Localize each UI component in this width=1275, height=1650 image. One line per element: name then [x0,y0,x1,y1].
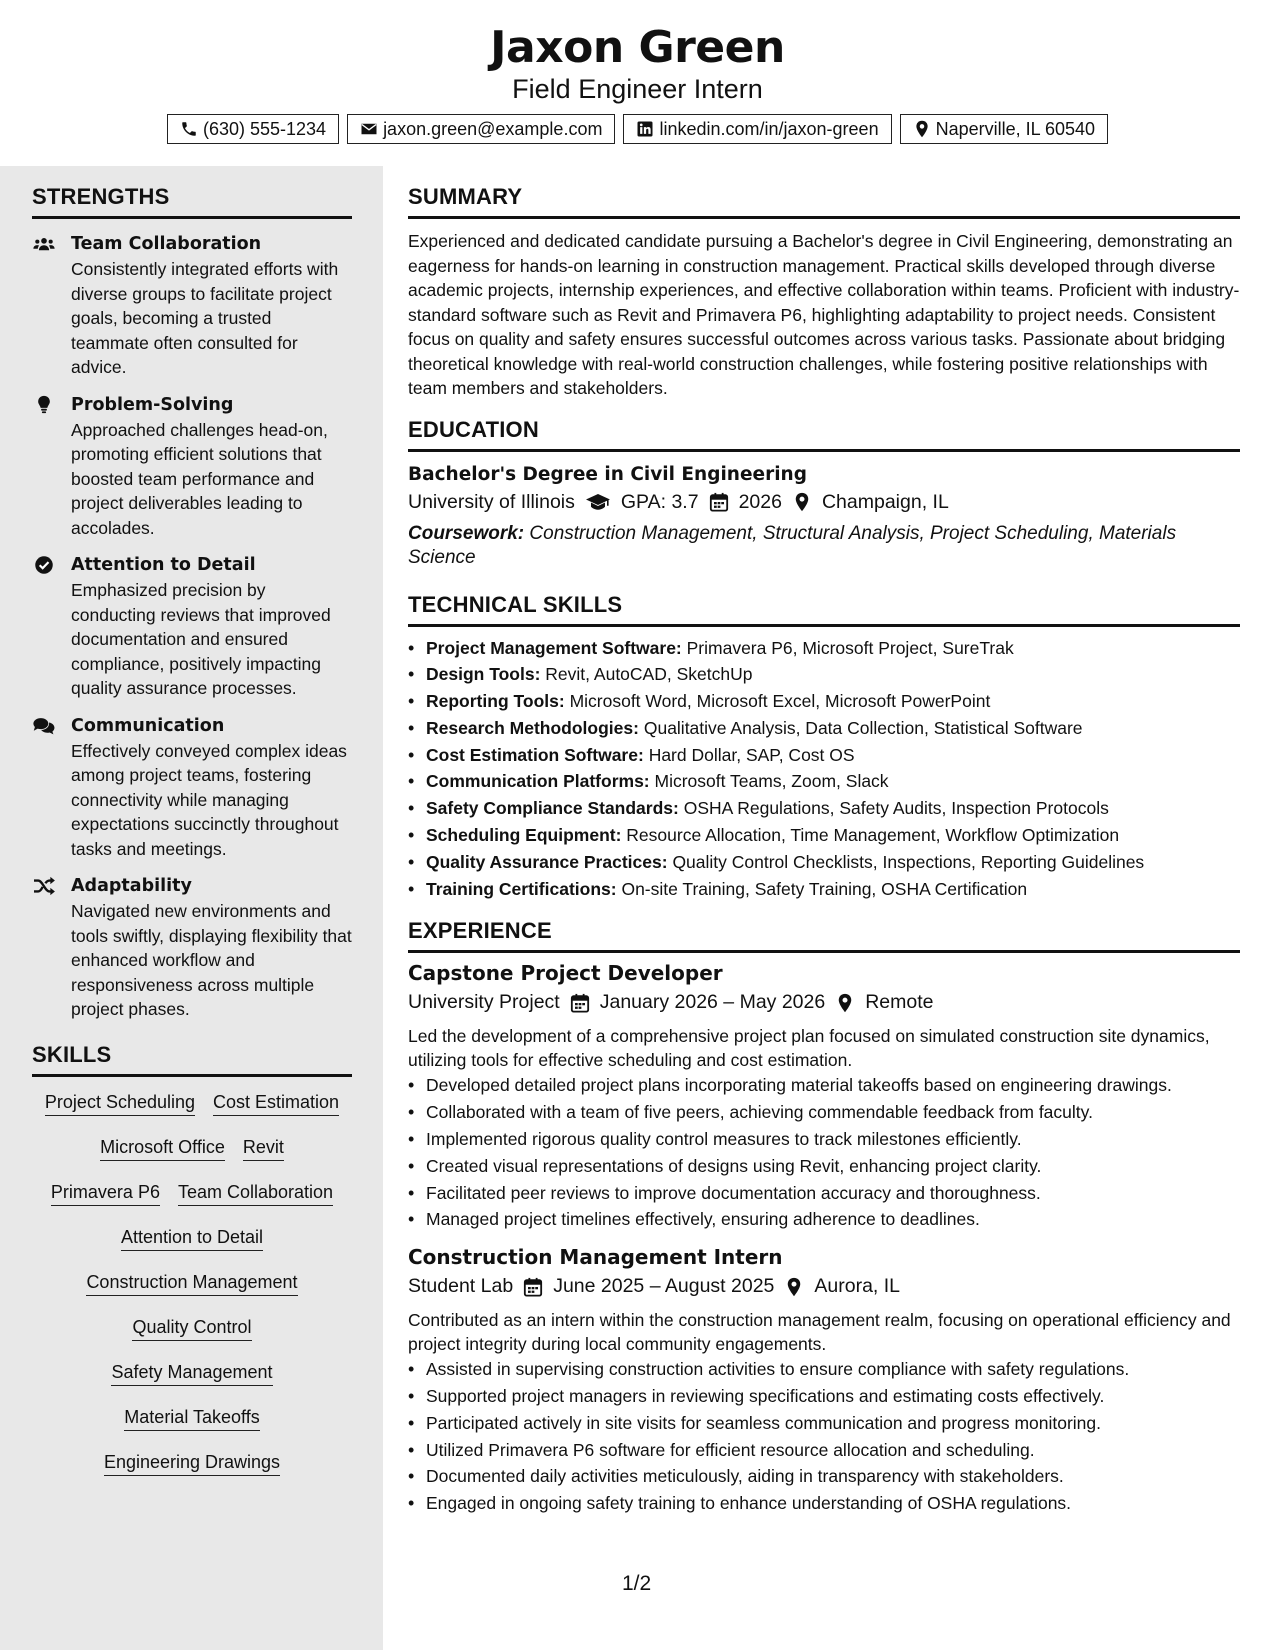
calendar-icon [523,1277,543,1297]
skill-category: Research Methodologies: [426,717,639,738]
strength-description: Emphasized precision by conducting reviews that improved documentation and ensured compliance, positively impacting quality assurance processes. [71,580,331,698]
shuffle-icon [32,876,56,896]
skill-row [32,1447,352,1492]
email-text: jaxon.green@example.com [383,118,603,139]
skill-category: Scheduling Equipment: [426,825,622,846]
contact-phone[interactable] [167,114,339,144]
technical-skills-list [408,635,1240,903]
education-section [408,417,1240,570]
strength-item [32,553,352,701]
list-item [408,688,1240,715]
list-item: • Participated actively in site visits for seamless communication and progress monitoring. [408,1410,1240,1437]
experience-section [408,918,1240,1517]
resume-header [0,0,1275,166]
list-item: • Utilized Primavera P6 software for efficient resource allocation and scheduling. [408,1437,1240,1464]
skill-tag: Project Scheduling [45,1092,195,1116]
strength-description: Navigated new environments and tools swiftly, displaying flexibility that enhanced workflow and responsiveness across multiple project phases. [71,901,352,1019]
location-text: Naperville, IL 60540 [935,118,1096,139]
envelope-icon [360,120,378,138]
skill-row [32,1357,352,1402]
skill-row [32,1267,352,1312]
job-dates: January 2026 – May 2026 [599,991,826,1014]
strength-title: Team Collaboration [71,234,262,254]
list-item: • Implemented rigorous quality control measures to track milestones efficiently. [408,1126,1240,1153]
skill-row [32,1402,352,1447]
strength-description: Approached challenges head-on, promoting efficient solutions that boosted team performance and project deliverables leading to accolades. [71,419,328,538]
linkedin-icon [636,120,654,138]
job-title: Capstone Project Developer [408,961,723,986]
graduation-cap-icon [585,492,611,512]
skill-values: OSHA Regulations, Safety Audits, Inspection Protocols [683,798,1109,819]
education-meta [408,491,1240,514]
list-item [408,822,1240,849]
skill-category: Project Management Software: [426,637,682,658]
skill-category: Safety Compliance Standards: [426,798,679,819]
job-meta [408,1275,1240,1298]
phone-text: (630) 555-1234 [202,118,327,139]
summary-heading: SUMMARY [408,184,1240,219]
strengths-heading: STRENGTHS [32,184,352,219]
page-number: 1/2 [622,1572,652,1595]
list-item [408,849,1240,876]
strength-title: Attention to Detail [71,555,256,575]
candidate-name: Jaxon Green [490,22,785,73]
linkedin-text: linkedin.com/in/jaxon-green [659,118,879,139]
skill-tag: Attention to Detail [121,1227,263,1251]
contact-linkedin[interactable] [623,114,891,144]
gpa-text: GPA: 3.7 [620,490,699,513]
list-item [408,715,1240,742]
skill-values: Quality Control Checklists, Inspections, Reporting Guidelines [672,851,1145,872]
skill-tag: Cost Estimation [213,1092,339,1116]
skill-tag: Quality Control [132,1317,251,1341]
comments-icon [32,716,56,736]
skill-values: On-site Training, Safety Training, OSHA Certification [621,878,1028,899]
contact-bar [0,114,1275,144]
job-location: Remote [865,991,934,1014]
skill-values: Revit, AutoCAD, SketchUp [545,664,753,685]
job-location: Aurora, IL [814,1275,901,1298]
skill-tag: Construction Management [86,1272,297,1296]
list-item: • Assisted in supervising construction activities to ensure compliance with safety regulations. [408,1356,1240,1383]
list-item [408,742,1240,769]
skill-values: Hard Dollar, SAP, Cost OS [648,744,855,765]
skill-tag: Safety Management [111,1362,272,1386]
graduation-year: 2026 [738,490,782,513]
degree-title: Bachelor's Degree in Civil Engineering [408,463,807,485]
job-bullets [408,1072,1240,1233]
strength-item [32,874,352,1022]
users-icon [32,234,56,254]
list-item [408,661,1240,688]
job-meta [408,991,1240,1014]
strength-title: Communication [71,715,225,736]
phone-icon [180,120,198,138]
list-item [408,635,1240,662]
skill-category: Design Tools: [426,664,541,685]
list-item: • Engaged in ongoing safety training to enhance understanding of OSHA regulations. [408,1490,1240,1517]
strength-description: Consistently integrated efforts with diverse groups to facilitate project goals, becoming a trusted teammate often consulted for advice. [71,259,339,377]
job-organization: University Project [408,991,560,1014]
main-content [408,166,1240,1517]
coursework-list: Construction Management, Structural Analysis, Project Scheduling, Materials Science [408,522,1177,568]
strength-item [32,393,352,541]
strength-item [32,232,352,380]
summary-section [408,184,1240,401]
skill-category: Cost Estimation Software: [426,744,644,765]
job-description: Led the development of a comprehensive project plan focused on simulated construction site dynamics, utilizing tools for effective scheduling and cost estimation. [408,1026,1210,1071]
experience-heading: EXPERIENCE [408,918,1240,953]
coursework-label: Coursework: [408,522,525,544]
skill-tag: Engineering Drawings [104,1452,280,1476]
skills-heading: SKILLS [32,1042,352,1077]
sidebar [0,166,383,1650]
skill-category: Reporting Tools: [426,691,565,712]
skill-values: Qualitative Analysis, Data Collection, Statistical Software [643,717,1083,738]
job-dates: June 2025 – August 2025 [553,1275,775,1298]
list-item [408,876,1240,903]
school-location: Champaign, IL [821,490,949,513]
technical-skills-section [408,592,1240,903]
contact-email[interactable] [347,114,615,144]
strength-item [32,714,352,862]
check-circle-icon [32,555,56,575]
list-item: • Managed project timelines effectively, ensuring adherence to deadlines. [408,1206,1240,1233]
map-pin-icon [913,120,931,138]
summary-text: Experienced and dedicated candidate pursuing a Bachelor's degree in Civil Engineering, demonstrating an eagerness for hands-on learning in construction management. Practical skills developed through diverse academic projects, internship experiences, and effective collaboration within teams. Proficient with industry-standard software such as Revit and Primavera P6, highlighting adaptability to project needs. Consistent focus on quality and safety ensures successful outcomes across various tasks. Passionate about bridging theoretical knowledge with real-world construction challenges, while fostering positive relationships with team members and stakeholders. [408,231,1240,398]
skill-values: Microsoft Teams, Zoom, Slack [654,771,889,792]
map-pin-icon [835,993,855,1013]
job-bullets [408,1356,1240,1517]
skill-tag: Material Takeoffs [124,1407,259,1431]
job-description: Contributed as an intern within the construction management realm, focusing on operational efficiency and project integrity during local community engagements. [408,1310,1231,1355]
skill-category: Communication Platforms: [426,771,650,792]
strength-title: Problem-Solving [71,394,234,415]
list-item: • Collaborated with a team of five peers, achieving commendable feedback from faculty. [408,1099,1240,1126]
school-name: University of Illinois [408,490,575,513]
skill-category: Quality Assurance Practices: [426,851,668,872]
list-item: • Created visual representations of designs using Revit, enhancing project clarity. [408,1153,1240,1180]
contact-location[interactable] [900,114,1108,144]
calendar-icon [570,993,590,1013]
job-title: Construction Management Intern [408,1245,783,1270]
skill-values: Primavera P6, Microsoft Project, SureTrak [686,637,1014,658]
strengths-section [32,184,352,1022]
skill-tag: Revit [243,1137,284,1161]
strength-description: Effectively conveyed complex ideas among project teams, fostering connectivity while managing expectations succinctly throughout tasks and meetings. [71,740,347,859]
lightbulb-icon [32,395,56,415]
skill-row [32,1132,352,1177]
skill-tags [32,1087,352,1492]
strength-title: Adaptability [71,876,192,896]
map-pin-icon [792,492,812,512]
calendar-icon [709,492,729,512]
list-item: • Supported project managers in reviewing specifications and estimating costs effectively. [408,1383,1240,1410]
list-item: • Documented daily activities meticulously, aiding in transparency with stakeholders. [408,1463,1240,1490]
list-item [408,795,1240,822]
skill-row [32,1222,352,1267]
skill-row [32,1312,352,1357]
skill-row [32,1087,352,1132]
skill-tag: Team Collaboration [178,1182,333,1206]
list-item: • Facilitated peer reviews to improve documentation accuracy and thoroughness. [408,1180,1240,1207]
skill-values: Microsoft Word, Microsoft Excel, Microsoft PowerPoint [569,691,991,712]
list-item [408,768,1240,795]
skill-values: Resource Allocation, Time Management, Workflow Optimization [626,825,1120,846]
technical-skills-heading: TECHNICAL SKILLS [408,592,1240,627]
education-heading: EDUCATION [408,417,1240,452]
skill-row [32,1177,352,1222]
skill-category: Training Certifications: [426,878,617,899]
coursework [408,522,1240,570]
list-item: • Developed detailed project plans incorporating material takeoffs based on engineering drawings. [408,1072,1240,1099]
job-entry [408,1245,1240,1517]
job-organization: Student Lab [408,1275,514,1298]
candidate-title: Field Engineer Intern [512,74,763,104]
skill-tag: Primavera P6 [51,1182,160,1206]
map-pin-icon [784,1277,804,1297]
job-entry [408,961,1240,1233]
skill-tag: Microsoft Office [100,1137,225,1161]
skills-section [32,1042,352,1492]
